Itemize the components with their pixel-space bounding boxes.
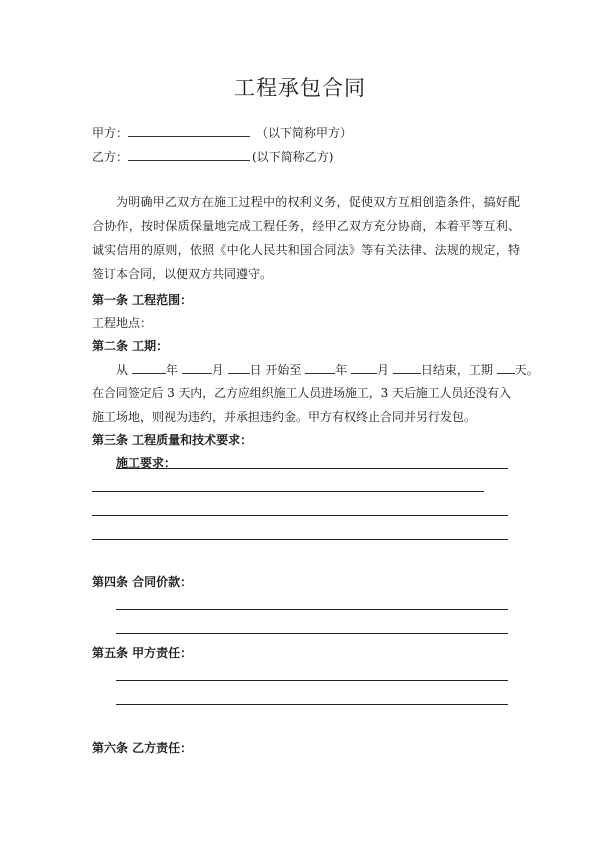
end-day-unit: 日结束，工期: [420, 363, 493, 377]
party-b-label: 乙方：: [92, 150, 129, 164]
party-a-duty-line-2[interactable]: [116, 704, 508, 705]
end-month-blank[interactable]: [351, 361, 377, 374]
requirement-line-2[interactable]: [92, 491, 484, 492]
party-a-blank[interactable]: [128, 124, 250, 137]
page-title: 工程承包合同: [234, 76, 366, 100]
article4-heading: 第四条 合同价款：: [92, 575, 193, 589]
article1-heading: 第一条 工程范围：: [92, 293, 193, 307]
construction-requirement-label: 施工要求：: [116, 456, 177, 470]
start-day-unit: 日 开始至: [249, 363, 302, 377]
requirement-line-4[interactable]: [92, 539, 508, 540]
article2-heading: 第二条 工期：: [92, 339, 169, 353]
article2-line2: 在合同签定后 3 天内，乙方应组织施工人员进场施工，3 天后施工人员还没有入: [92, 386, 511, 400]
party-b-blank[interactable]: [128, 148, 250, 161]
start-year-blank[interactable]: [132, 361, 166, 374]
start-day-blank[interactable]: [228, 361, 250, 374]
party-b-line: [92, 148, 333, 165]
work-location-label: 工程地点：: [92, 316, 153, 330]
party-a-duty-line-1[interactable]: [116, 680, 508, 681]
requirement-line-3[interactable]: [92, 515, 508, 516]
start-month-unit: 月: [211, 363, 224, 377]
party-a-note: （以下简称甲方）: [256, 126, 353, 140]
end-year-blank[interactable]: [305, 361, 335, 374]
article2-line3: 施工场地，则视为违约，并承担违约金。甲方有权终止合同并另行发包。: [92, 410, 477, 424]
end-month-unit: 月: [377, 363, 390, 377]
duration-days-blank[interactable]: [497, 361, 515, 374]
price-line-2[interactable]: [116, 633, 508, 634]
party-a-label: 甲方：: [92, 126, 129, 140]
period-line: [116, 361, 539, 378]
article5-heading: 第五条 甲方责任：: [92, 646, 193, 660]
party-a-line: [92, 124, 352, 141]
party-b-note: (以下简称乙方): [252, 150, 334, 164]
end-day-blank[interactable]: [393, 361, 421, 374]
intro-paragraph: 为明确甲乙双方在施工过程中的权利义务，促使双方互相创造条件，搞好配合协作，按时保质保量地完成工程任务，经甲乙双方充分协商，本着平等互利、诚实信用的原则，依照《中化人民共和国合同法》等有关法律、法规的规定，特签订本合同，以便双方共同遵守。: [92, 195, 520, 281]
period-from: 从: [116, 363, 129, 377]
article3-heading: 第三条 工程质量和技术要求：: [92, 433, 253, 447]
price-line-1[interactable]: [116, 609, 508, 610]
end-year-unit: 年: [335, 363, 348, 377]
start-month-blank[interactable]: [182, 361, 212, 374]
requirement-line-1[interactable]: [116, 468, 508, 469]
duration-days-unit: 天。: [514, 363, 539, 377]
start-year-unit: 年: [165, 363, 178, 377]
article6-heading: 第六条 乙方责任：: [92, 741, 193, 755]
